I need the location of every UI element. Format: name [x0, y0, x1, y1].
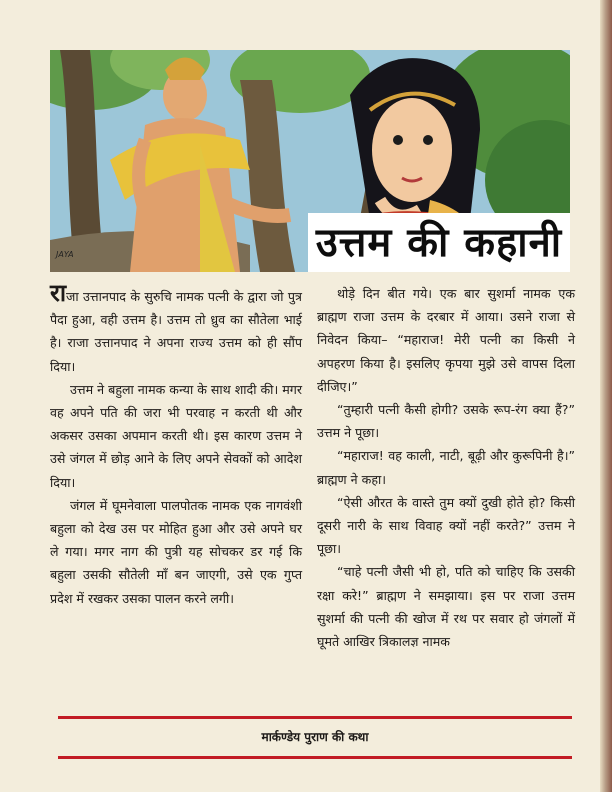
paragraph: “चाहे पत्नी जैसी भी हो, पति को चाहिए कि उसकी रक्षा करे!” ब्राह्मण ने समझाया। इस पर राजा उत्तम सुशर्मा की पत्नी की खोज में रथ पर सवार हो जंगलों में घूमते आखिर त्रिकालज्ञ नामक: [317, 564, 575, 650]
paragraph: “महाराज! वह काली, नाटी, बूढ़ी और कुरूपिनी है।” ब्राह्मण ने कहा।: [317, 448, 575, 487]
paragraph: [50, 279, 302, 378]
right-column: [317, 282, 575, 653]
paragraph-text: जा उत्तानपाद के सुरुचि नामक पत्नी के द्वारा जो पुत्र पैदा हुआ, वही उत्तम है। उत्तम तो ध्रुव का सौतेला भाई है। राजा उत्तानपाद ने अपना राज्य उत्तम को ही सौंप दिया।: [50, 289, 302, 374]
footer-rule-bottom: [58, 756, 572, 759]
page-edge: [600, 0, 612, 792]
paragraph: उत्तम ने बहुला नामक कन्या के साथ शादी की। मगर वह अपने पति की जरा भी परवाह न करती थी और अकसर उसका अपमान करती थी। इस कारण उत्तम ने उसे जंगल में छोड़ आने के लिए अपने सेवकों को आदेश दिया।: [50, 381, 302, 490]
footer-rule-top: [58, 716, 572, 719]
story-title: उत्तम की कहानी: [315, 220, 563, 266]
paragraph: जंगल में घूमनेवाला पालपोतक नामक एक नागवंशी बहुला को देख उस पर मोहित हुआ और उसे अपने घर ले गया। मगर नाग की पुत्री यह सोचकर डर गई कि बहुला उसकी सौतेली माँ बन जाएगी, उसे एक गुप्त प्रदेश में रखकर उसका पालन करने लगी।: [50, 497, 302, 606]
story-title-box: [308, 213, 570, 272]
artist-signature: JAYA: [56, 250, 74, 259]
paragraph: “ऐसी औरत के वास्ते तुम क्यों दुखी होते हो? किसी दूसरी नारी के साथ विवाह क्यों नहीं करते?” उत्तम ने पूछा।: [317, 494, 575, 557]
paragraph: थोड़े दिन बीत गये। एक बार सुशर्मा नामक एक ब्राह्मण राजा उत्तम के दरबार में आया। उसने राजा से निवेदन किया– “महाराज! मेरी पत्नी का किसी ने अपहरण किया है। इसलिए कृपया मुझे उसे वापस दिला दीजिए।”: [317, 286, 575, 394]
left-column: [50, 279, 302, 610]
footer-caption: मार्कण्डेय पुराण की कथा: [261, 730, 369, 744]
paragraph: “तुम्हारी पत्नी कैसी होगी? उसके रूप-रंग क्या हैं?” उत्तम ने पूछा।: [317, 402, 575, 441]
dropcap: रा: [50, 279, 67, 307]
